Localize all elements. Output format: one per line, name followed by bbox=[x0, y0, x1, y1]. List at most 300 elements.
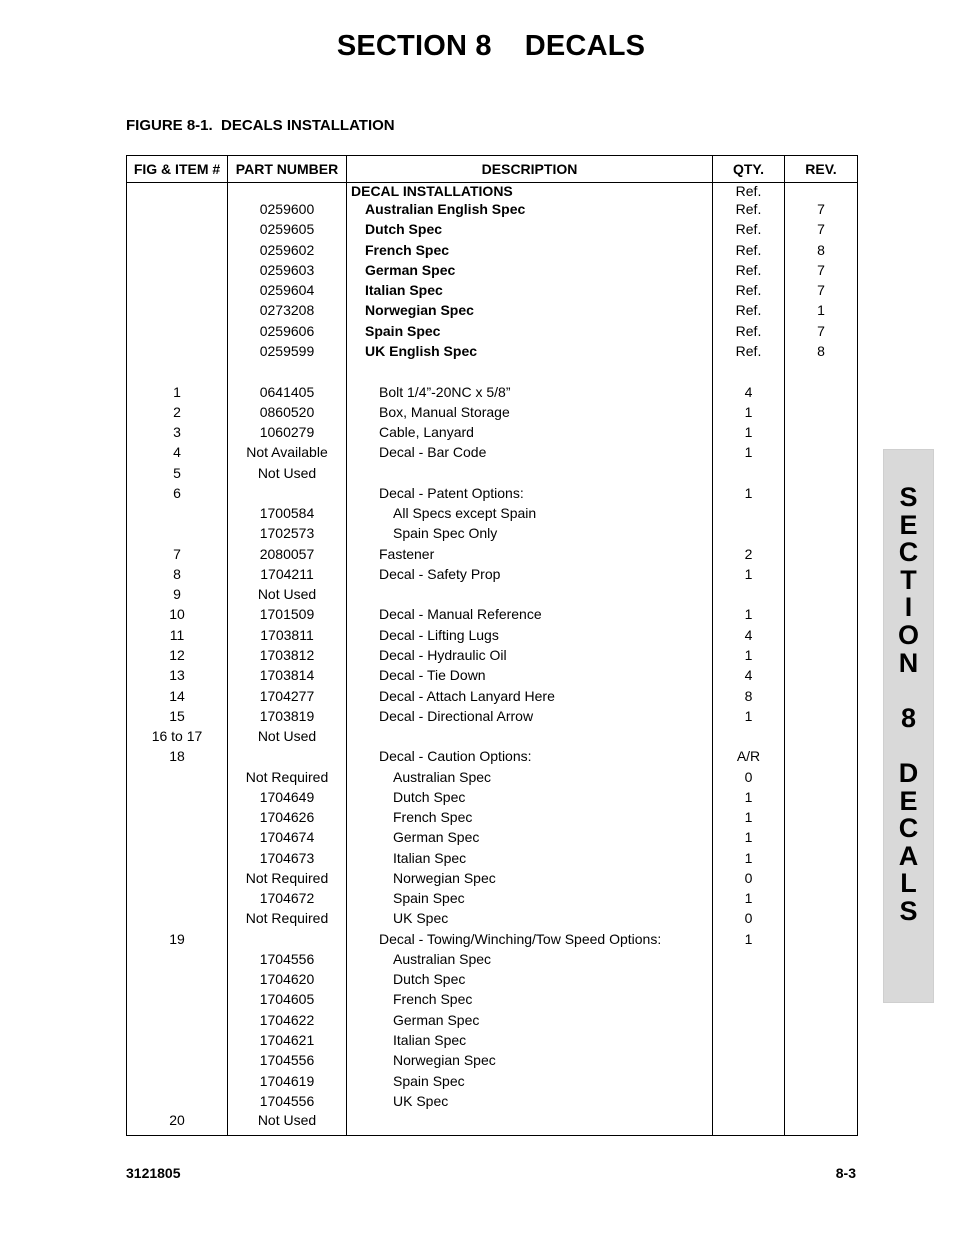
qty-cell: 1 bbox=[713, 442, 785, 462]
qty-cell: Ref. bbox=[713, 183, 785, 200]
description-cell: Spain Spec bbox=[347, 888, 713, 908]
fig-item-cell bbox=[127, 787, 228, 807]
fig-item-cell bbox=[127, 1091, 228, 1111]
table-row bbox=[127, 584, 858, 604]
table-row bbox=[127, 888, 858, 908]
table-row bbox=[127, 462, 858, 482]
qty-cell bbox=[713, 726, 785, 746]
rev-cell: 7 bbox=[785, 260, 858, 280]
description-cell: German Spec bbox=[347, 260, 713, 280]
table-row bbox=[127, 1070, 858, 1090]
side-tab-letter: C bbox=[898, 813, 919, 844]
rev-cell bbox=[785, 544, 858, 564]
qty-cell: 1 bbox=[713, 483, 785, 503]
fig-item-cell: 20 bbox=[127, 1111, 228, 1136]
table-row bbox=[127, 929, 858, 949]
description-cell: Box, Manual Storage bbox=[347, 402, 713, 422]
rev-cell bbox=[785, 908, 858, 928]
description-cell: Dutch Spec bbox=[347, 787, 713, 807]
side-tab-letter: T bbox=[900, 564, 917, 595]
table-row bbox=[127, 422, 858, 442]
description-cell: Decal - Hydraulic Oil bbox=[347, 645, 713, 665]
rev-cell bbox=[785, 726, 858, 746]
table-row bbox=[127, 1030, 858, 1050]
table-row bbox=[127, 726, 858, 746]
column-header-part-number: PART NUMBER bbox=[228, 156, 347, 183]
description-cell bbox=[347, 361, 713, 381]
table-row bbox=[127, 199, 858, 219]
column-header-description: DESCRIPTION bbox=[347, 156, 713, 183]
description-cell: Decal - Directional Arrow bbox=[347, 706, 713, 726]
part-number-cell: 0259602 bbox=[228, 240, 347, 260]
part-number-cell: 0259603 bbox=[228, 260, 347, 280]
fig-item-cell bbox=[127, 888, 228, 908]
table-row bbox=[127, 183, 858, 200]
part-number-cell: 1060279 bbox=[228, 422, 347, 442]
part-number-cell: 0259606 bbox=[228, 321, 347, 341]
section-side-tab bbox=[883, 449, 934, 1003]
part-number-cell: 0259605 bbox=[228, 219, 347, 239]
qty-cell: Ref. bbox=[713, 321, 785, 341]
description-cell: Decal - Lifting Lugs bbox=[347, 625, 713, 645]
qty-cell: 4 bbox=[713, 625, 785, 645]
fig-item-cell bbox=[127, 341, 228, 361]
qty-cell: 1 bbox=[713, 422, 785, 442]
qty-cell bbox=[713, 989, 785, 1009]
rev-cell bbox=[785, 989, 858, 1009]
fig-item-cell: 13 bbox=[127, 665, 228, 685]
qty-cell: 0 bbox=[713, 766, 785, 786]
description-cell: Decal - Manual Reference bbox=[347, 604, 713, 624]
fig-item-cell: 15 bbox=[127, 706, 228, 726]
qty-cell: 1 bbox=[713, 888, 785, 908]
rev-cell: 7 bbox=[785, 199, 858, 219]
footer-doc-number: 3121805 bbox=[126, 1165, 181, 1181]
qty-cell: 4 bbox=[713, 665, 785, 685]
fig-item-cell bbox=[127, 1050, 228, 1070]
table-row bbox=[127, 361, 858, 381]
fig-item-cell bbox=[127, 361, 228, 381]
part-number-cell: 0259599 bbox=[228, 341, 347, 361]
table-row bbox=[127, 544, 858, 564]
part-number-cell: 1703814 bbox=[228, 665, 347, 685]
qty-cell bbox=[713, 462, 785, 482]
table-row bbox=[127, 1010, 858, 1030]
side-tab-letter: S bbox=[899, 895, 918, 926]
qty-cell bbox=[713, 949, 785, 969]
fig-item-cell: 2 bbox=[127, 402, 228, 422]
description-cell: Decal - Safety Prop bbox=[347, 564, 713, 584]
side-tab-letter: D bbox=[898, 757, 919, 788]
description-cell: DECAL INSTALLATIONS bbox=[347, 183, 713, 200]
fig-item-cell bbox=[127, 989, 228, 1009]
description-cell: Dutch Spec bbox=[347, 969, 713, 989]
rev-cell: 7 bbox=[785, 280, 858, 300]
fig-item-cell: 8 bbox=[127, 564, 228, 584]
fig-item-cell: 18 bbox=[127, 746, 228, 766]
side-tab-letter: S bbox=[899, 482, 918, 512]
description-cell: Decal - Patent Options: bbox=[347, 483, 713, 503]
fig-item-cell bbox=[127, 1030, 228, 1050]
rev-cell bbox=[785, 807, 858, 827]
fig-item-cell bbox=[127, 280, 228, 300]
part-number-cell: 1701509 bbox=[228, 604, 347, 624]
part-number-cell: 0259600 bbox=[228, 199, 347, 219]
fig-item-cell: 6 bbox=[127, 483, 228, 503]
part-number-cell: 1704622 bbox=[228, 1010, 347, 1030]
description-cell: Italian Spec bbox=[347, 280, 713, 300]
part-number-cell: 1704619 bbox=[228, 1070, 347, 1090]
description-cell: Australian Spec bbox=[347, 766, 713, 786]
fig-item-cell bbox=[127, 260, 228, 280]
qty-cell bbox=[713, 1030, 785, 1050]
part-number-cell: 1704277 bbox=[228, 685, 347, 705]
rev-cell bbox=[785, 1010, 858, 1030]
rev-cell bbox=[785, 787, 858, 807]
table-row bbox=[127, 949, 858, 969]
rev-cell bbox=[785, 442, 858, 462]
qty-cell: 1 bbox=[713, 645, 785, 665]
fig-item-cell bbox=[127, 183, 228, 200]
description-cell bbox=[347, 584, 713, 604]
rev-cell bbox=[785, 949, 858, 969]
rev-cell bbox=[785, 604, 858, 624]
description-cell: Decal - Attach Lanyard Here bbox=[347, 685, 713, 705]
table-row bbox=[127, 868, 858, 888]
table-row bbox=[127, 483, 858, 503]
part-number-cell: 0860520 bbox=[228, 402, 347, 422]
rev-cell bbox=[785, 766, 858, 786]
qty-cell bbox=[713, 1010, 785, 1030]
qty-cell: Ref. bbox=[713, 341, 785, 361]
rev-cell bbox=[785, 503, 858, 523]
side-tab-letter: C bbox=[898, 537, 919, 568]
rev-cell bbox=[785, 625, 858, 645]
qty-cell: 1 bbox=[713, 827, 785, 847]
side-tab-letter: L bbox=[900, 868, 917, 899]
fig-item-cell bbox=[127, 199, 228, 219]
description-cell: Cable, Lanyard bbox=[347, 422, 713, 442]
fig-item-cell: 16 to 17 bbox=[127, 726, 228, 746]
table-row bbox=[127, 523, 858, 543]
description-cell: French Spec bbox=[347, 989, 713, 1009]
fig-item-cell bbox=[127, 949, 228, 969]
description-cell: UK Spec bbox=[347, 908, 713, 928]
rev-cell bbox=[785, 402, 858, 422]
rev-cell bbox=[785, 969, 858, 989]
fig-item-cell: 9 bbox=[127, 584, 228, 604]
table-row bbox=[127, 908, 858, 928]
description-cell: French Spec bbox=[347, 807, 713, 827]
rev-cell bbox=[785, 361, 858, 381]
fig-item-cell bbox=[127, 827, 228, 847]
rev-cell bbox=[785, 929, 858, 949]
part-number-cell: 1704620 bbox=[228, 969, 347, 989]
table-row bbox=[127, 280, 858, 300]
fig-item-cell: 7 bbox=[127, 544, 228, 564]
part-number-cell: 1703819 bbox=[228, 706, 347, 726]
table-row bbox=[127, 604, 858, 624]
table-row bbox=[127, 1091, 858, 1111]
part-number-cell: 1702573 bbox=[228, 523, 347, 543]
table-row bbox=[127, 848, 858, 868]
part-number-cell: 1704621 bbox=[228, 1030, 347, 1050]
rev-cell: 7 bbox=[785, 219, 858, 239]
table-row bbox=[127, 1050, 858, 1070]
qty-cell: 1 bbox=[713, 807, 785, 827]
rev-cell bbox=[785, 888, 858, 908]
side-tab-letter: O bbox=[897, 619, 919, 650]
description-cell: Spain Spec Only bbox=[347, 523, 713, 543]
part-number-cell bbox=[228, 361, 347, 381]
rev-cell bbox=[785, 523, 858, 543]
qty-cell: Ref. bbox=[713, 219, 785, 239]
fig-item-cell bbox=[127, 1010, 228, 1030]
description-cell: Dutch Spec bbox=[347, 219, 713, 239]
side-tab-letter: E bbox=[899, 785, 918, 816]
rev-cell bbox=[785, 685, 858, 705]
description-cell: Decal - Tie Down bbox=[347, 665, 713, 685]
table-row bbox=[127, 665, 858, 685]
part-number-cell: Not Available bbox=[228, 442, 347, 462]
part-number-cell bbox=[228, 746, 347, 766]
fig-item-cell bbox=[127, 240, 228, 260]
rev-cell bbox=[785, 381, 858, 401]
table-row bbox=[127, 564, 858, 584]
description-cell: Australian Spec bbox=[347, 949, 713, 969]
qty-cell: Ref. bbox=[713, 199, 785, 219]
qty-cell: 1 bbox=[713, 706, 785, 726]
fig-item-cell: 12 bbox=[127, 645, 228, 665]
part-number-cell bbox=[228, 483, 347, 503]
rev-cell bbox=[785, 868, 858, 888]
fig-item-cell bbox=[127, 868, 228, 888]
fig-item-cell bbox=[127, 300, 228, 320]
fig-item-cell: 3 bbox=[127, 422, 228, 442]
part-number-cell bbox=[228, 929, 347, 949]
qty-cell bbox=[713, 523, 785, 543]
description-cell: Norwegian Spec bbox=[347, 300, 713, 320]
fig-item-cell bbox=[127, 523, 228, 543]
rev-cell bbox=[785, 746, 858, 766]
description-cell: German Spec bbox=[347, 827, 713, 847]
rev-cell bbox=[785, 827, 858, 847]
rev-cell bbox=[785, 1111, 858, 1136]
rev-cell: 7 bbox=[785, 321, 858, 341]
table-row bbox=[127, 827, 858, 847]
rev-cell bbox=[785, 183, 858, 200]
table-row bbox=[127, 787, 858, 807]
column-header-fig-item: FIG & ITEM # bbox=[127, 156, 228, 183]
part-number-cell: 0641405 bbox=[228, 381, 347, 401]
part-number-cell: Not Used bbox=[228, 462, 347, 482]
part-number-cell: 1704649 bbox=[228, 787, 347, 807]
fig-item-cell bbox=[127, 848, 228, 868]
part-number-cell: 1704626 bbox=[228, 807, 347, 827]
description-cell: German Spec bbox=[347, 1010, 713, 1030]
part-number-cell: 1703811 bbox=[228, 625, 347, 645]
part-number-cell: 2080057 bbox=[228, 544, 347, 564]
table-row bbox=[127, 766, 858, 786]
qty-cell bbox=[713, 361, 785, 381]
description-cell: Decal - Caution Options: bbox=[347, 746, 713, 766]
side-tab-letter: I bbox=[904, 592, 913, 623]
fig-item-cell: 10 bbox=[127, 604, 228, 624]
side-tab-letter: A bbox=[898, 840, 919, 871]
qty-cell: Ref. bbox=[713, 260, 785, 280]
fig-item-cell: 19 bbox=[127, 929, 228, 949]
part-number-cell: 1704556 bbox=[228, 1091, 347, 1111]
fig-item-cell bbox=[127, 1070, 228, 1090]
fig-item-cell bbox=[127, 219, 228, 239]
qty-cell: Ref. bbox=[713, 280, 785, 300]
description-cell bbox=[347, 462, 713, 482]
rev-cell bbox=[785, 665, 858, 685]
part-number-cell: 1704672 bbox=[228, 888, 347, 908]
column-header-qty: QTY. bbox=[713, 156, 785, 183]
part-number-cell: 0259604 bbox=[228, 280, 347, 300]
rev-cell bbox=[785, 1030, 858, 1050]
part-number-cell: 1704211 bbox=[228, 564, 347, 584]
table-row bbox=[127, 260, 858, 280]
footer-page-number: 8-3 bbox=[835, 1165, 856, 1181]
part-number-cell: Not Required bbox=[228, 908, 347, 928]
qty-cell bbox=[713, 584, 785, 604]
part-number-cell: 1704673 bbox=[228, 848, 347, 868]
fig-item-cell: 11 bbox=[127, 625, 228, 645]
side-tab-letter bbox=[883, 732, 934, 760]
description-cell: Spain Spec bbox=[347, 321, 713, 341]
rev-cell bbox=[785, 1091, 858, 1111]
part-number-cell: 1704674 bbox=[228, 827, 347, 847]
column-header-rev: REV. bbox=[785, 156, 858, 183]
side-tab-letter: E bbox=[899, 509, 918, 540]
description-cell: Fastener bbox=[347, 544, 713, 564]
part-number-cell: Not Required bbox=[228, 868, 347, 888]
qty-cell bbox=[713, 1111, 785, 1136]
description-cell: Norwegian Spec bbox=[347, 868, 713, 888]
description-cell: Decal - Bar Code bbox=[347, 442, 713, 462]
table-row bbox=[127, 381, 858, 401]
table-row bbox=[127, 219, 858, 239]
description-cell: Bolt 1/4”-20NC x 5/8” bbox=[347, 381, 713, 401]
rev-cell bbox=[785, 584, 858, 604]
part-number-cell: 1704556 bbox=[228, 1050, 347, 1070]
rev-cell bbox=[785, 706, 858, 726]
rev-cell bbox=[785, 848, 858, 868]
side-tab-letter: 8 bbox=[900, 702, 917, 733]
part-number-cell: Not Required bbox=[228, 766, 347, 786]
rev-cell: 1 bbox=[785, 300, 858, 320]
description-cell: Norwegian Spec bbox=[347, 1050, 713, 1070]
part-number-cell: 1704605 bbox=[228, 989, 347, 1009]
description-cell bbox=[347, 726, 713, 746]
qty-cell: Ref. bbox=[713, 240, 785, 260]
table-row bbox=[127, 1111, 858, 1136]
table-header-row bbox=[127, 156, 858, 183]
fig-item-cell: 14 bbox=[127, 685, 228, 705]
table-row bbox=[127, 503, 858, 523]
qty-cell bbox=[713, 1050, 785, 1070]
qty-cell: 1 bbox=[713, 402, 785, 422]
side-tab-letter bbox=[883, 677, 934, 705]
fig-item-cell: 4 bbox=[127, 442, 228, 462]
qty-cell: 4 bbox=[713, 381, 785, 401]
part-number-cell: Not Used bbox=[228, 584, 347, 604]
parts-table bbox=[126, 155, 858, 1136]
qty-cell: Ref. bbox=[713, 300, 785, 320]
rev-cell bbox=[785, 462, 858, 482]
description-cell: French Spec bbox=[347, 240, 713, 260]
qty-cell bbox=[713, 1091, 785, 1111]
rev-cell bbox=[785, 645, 858, 665]
part-number-cell: 0273208 bbox=[228, 300, 347, 320]
table-row bbox=[127, 341, 858, 361]
rev-cell bbox=[785, 1050, 858, 1070]
qty-cell: 1 bbox=[713, 929, 785, 949]
section-title: SECTION 8 DECALS bbox=[336, 30, 646, 62]
fig-item-cell bbox=[127, 503, 228, 523]
figure-title: FIGURE 8-1. DECALS INSTALLATION bbox=[126, 117, 395, 134]
rev-cell bbox=[785, 483, 858, 503]
fig-item-cell bbox=[127, 766, 228, 786]
description-cell: Italian Spec bbox=[347, 848, 713, 868]
parts-table-body bbox=[127, 183, 858, 1136]
qty-cell: 2 bbox=[713, 544, 785, 564]
fig-item-cell: 1 bbox=[127, 381, 228, 401]
table-row bbox=[127, 706, 858, 726]
fig-item-cell bbox=[127, 321, 228, 341]
qty-cell bbox=[713, 503, 785, 523]
fig-item-cell bbox=[127, 908, 228, 928]
description-cell bbox=[347, 1111, 713, 1136]
table-row bbox=[127, 685, 858, 705]
part-number-cell: Not Used bbox=[228, 1111, 347, 1136]
part-number-cell: 1703812 bbox=[228, 645, 347, 665]
table-row bbox=[127, 240, 858, 260]
description-cell: UK Spec bbox=[347, 1091, 713, 1111]
qty-cell: 1 bbox=[713, 787, 785, 807]
qty-cell: 8 bbox=[713, 685, 785, 705]
part-number-cell: 1700584 bbox=[228, 503, 347, 523]
description-cell: UK English Spec bbox=[347, 341, 713, 361]
qty-cell: 0 bbox=[713, 868, 785, 888]
qty-cell: 1 bbox=[713, 564, 785, 584]
table-row bbox=[127, 442, 858, 462]
rev-cell bbox=[785, 564, 858, 584]
description-cell: Australian English Spec bbox=[347, 199, 713, 219]
rev-cell: 8 bbox=[785, 341, 858, 361]
table-row bbox=[127, 300, 858, 320]
table-row bbox=[127, 746, 858, 766]
qty-cell: 1 bbox=[713, 604, 785, 624]
qty-cell: 1 bbox=[713, 848, 785, 868]
table-row bbox=[127, 969, 858, 989]
rev-cell: 8 bbox=[785, 240, 858, 260]
part-number-cell bbox=[228, 183, 347, 200]
table-row bbox=[127, 645, 858, 665]
table-row bbox=[127, 321, 858, 341]
rev-cell bbox=[785, 422, 858, 442]
qty-cell: A/R bbox=[713, 746, 785, 766]
qty-cell: 0 bbox=[713, 908, 785, 928]
description-cell: All Specs except Spain bbox=[347, 503, 713, 523]
description-cell: Italian Spec bbox=[347, 1030, 713, 1050]
rev-cell bbox=[785, 1070, 858, 1090]
table-row bbox=[127, 625, 858, 645]
fig-item-cell: 5 bbox=[127, 462, 228, 482]
part-number-cell: 1704556 bbox=[228, 949, 347, 969]
